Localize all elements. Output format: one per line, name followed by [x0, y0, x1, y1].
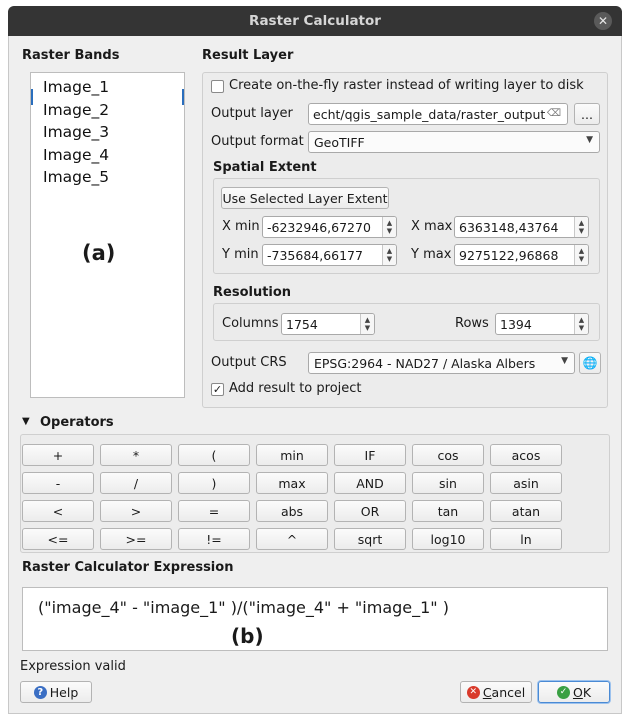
dialog-body: [8, 36, 622, 714]
operator-button[interactable]: atan: [490, 500, 562, 522]
rows-label: Rows: [455, 316, 489, 331]
xmax-label: X max: [411, 219, 453, 234]
operator-button[interactable]: -: [22, 472, 94, 494]
output-layer-input[interactable]: [308, 103, 568, 125]
raster-bands-heading: Raster Bands: [22, 48, 120, 63]
operators-heading: Operators: [40, 415, 114, 430]
xmin-input[interactable]: [262, 216, 397, 238]
operator-button[interactable]: abs: [256, 500, 328, 522]
expression-heading: Raster Calculator Expression: [22, 560, 234, 575]
output-format-value: GeoTIFF: [314, 134, 365, 150]
list-scroll-marker: [182, 89, 184, 105]
ymin-label: Y min: [222, 247, 259, 262]
globe-icon: 🌐: [582, 356, 598, 370]
output-crs-label: Output CRS: [211, 355, 287, 370]
window-title: Raster Calculator: [249, 13, 381, 29]
window-titlebar: [8, 6, 622, 36]
crs-selector-button[interactable]: [579, 352, 601, 374]
operator-button[interactable]: asin: [490, 472, 562, 494]
raster-bands-list[interactable]: [30, 72, 185, 398]
help-button[interactable]: [20, 681, 92, 703]
add-result-label: Add result to project: [229, 381, 362, 396]
xmin-value: -6232946,67270: [267, 219, 371, 235]
annotation-a: (a): [82, 241, 116, 265]
ymin-value: -735684,66177: [267, 247, 363, 263]
operator-button[interactable]: /: [100, 472, 172, 494]
close-icon[interactable]: ✕: [594, 12, 612, 30]
on-the-fly-label: Create on-the-fly raster instead of writing layer to disk: [229, 78, 584, 93]
rows-value: 1394: [500, 316, 532, 332]
use-selected-extent-button[interactable]: Use Selected Layer Extent: [221, 187, 389, 209]
operator-button[interactable]: OR: [334, 500, 406, 522]
ymax-label: Y max: [411, 247, 452, 262]
operator-button[interactable]: sqrt: [334, 528, 406, 550]
columns-value: 1754: [286, 316, 318, 332]
output-format-label: Output format: [211, 134, 304, 149]
xmax-value: 6363148,43764: [459, 219, 559, 235]
operator-button[interactable]: >: [100, 500, 172, 522]
ymax-spinner[interactable]: ▲ ▼: [574, 245, 588, 265]
operator-button[interactable]: <: [22, 500, 94, 522]
band-item[interactable]: Image_1: [43, 78, 110, 96]
spatial-extent-heading: Spatial Extent: [213, 160, 317, 175]
columns-label: Columns: [222, 316, 279, 331]
chevron-down-icon: ▼: [586, 135, 593, 145]
output-layer-label: Output layer: [211, 106, 293, 121]
band-item[interactable]: Image_5: [43, 168, 110, 186]
columns-spinner[interactable]: ▲ ▼: [360, 314, 374, 334]
operator-button[interactable]: cos: [412, 444, 484, 466]
operator-button[interactable]: max: [256, 472, 328, 494]
help-label: Help: [49, 684, 79, 700]
on-the-fly-checkbox[interactable]: [211, 80, 224, 93]
rows-spinner[interactable]: ▲ ▼: [574, 314, 588, 334]
list-selection-marker: [31, 89, 33, 105]
band-item[interactable]: Image_4: [43, 145, 110, 164]
operator-button[interactable]: !=: [178, 528, 250, 550]
operator-button[interactable]: (: [178, 444, 250, 466]
ok-check-icon: ✓: [557, 686, 570, 699]
output-format-select[interactable]: [308, 131, 600, 153]
rows-input[interactable]: [495, 313, 589, 335]
output-crs-value: EPSG:2964 - NAD27 / Alaska Albers: [314, 355, 536, 371]
xmin-spinner[interactable]: ▲ ▼: [382, 217, 396, 237]
expression-text: ("image_4" - "image_1" )/("image_4" + "image_1" ): [38, 598, 449, 617]
band-items: [43, 78, 109, 191]
band-item[interactable]: Image_3: [43, 123, 110, 141]
operator-button[interactable]: log10: [412, 528, 484, 550]
add-result-checkbox[interactable]: ✓: [212, 383, 223, 396]
xmax-input[interactable]: [454, 216, 589, 238]
operator-button[interactable]: acos: [490, 444, 562, 466]
ok-label: OK: [572, 684, 592, 700]
operator-button[interactable]: sin: [412, 472, 484, 494]
band-item[interactable]: Image_2: [43, 100, 110, 119]
operator-button[interactable]: ln: [490, 528, 562, 550]
ymax-input[interactable]: [454, 244, 589, 266]
operator-button[interactable]: <=: [22, 528, 94, 550]
operator-button[interactable]: IF: [334, 444, 406, 466]
operator-button[interactable]: ^: [256, 528, 328, 550]
operator-button[interactable]: AND: [334, 472, 406, 494]
ok-button[interactable]: [538, 681, 610, 703]
resolution-heading: Resolution: [213, 285, 292, 300]
xmax-spinner[interactable]: ▲ ▼: [574, 217, 588, 237]
cancel-label: Cancel: [482, 684, 526, 700]
cancel-button[interactable]: [460, 681, 532, 703]
ymin-input[interactable]: [262, 244, 397, 266]
xmin-label: X min: [222, 219, 260, 234]
operator-button[interactable]: +: [22, 444, 94, 466]
operator-button[interactable]: *: [100, 444, 172, 466]
cancel-icon: ✕: [467, 686, 480, 699]
columns-input[interactable]: [281, 313, 375, 335]
expression-editor[interactable]: [22, 587, 608, 651]
operator-button[interactable]: ): [178, 472, 250, 494]
ymax-value: 9275122,96868: [459, 247, 559, 263]
output-layer-value: echt/qgis_sample_data/raster_output: [313, 106, 546, 122]
operator-button[interactable]: tan: [412, 500, 484, 522]
operator-button[interactable]: =: [178, 500, 250, 522]
operator-button[interactable]: >=: [100, 528, 172, 550]
status-text: Expression valid: [20, 659, 126, 674]
result-layer-heading: Result Layer: [202, 48, 294, 63]
operator-button[interactable]: min: [256, 444, 328, 466]
chevron-down-icon: ▼: [561, 356, 568, 366]
annotation-b: (b): [231, 624, 264, 648]
help-icon: ?: [34, 686, 47, 699]
collapse-triangle-icon[interactable]: ▼: [22, 416, 30, 427]
clear-icon[interactable]: ⌫: [546, 108, 561, 119]
output-crs-select[interactable]: [308, 352, 575, 374]
browse-button[interactable]: ...: [574, 103, 600, 125]
ymin-spinner[interactable]: ▲ ▼: [382, 245, 396, 265]
